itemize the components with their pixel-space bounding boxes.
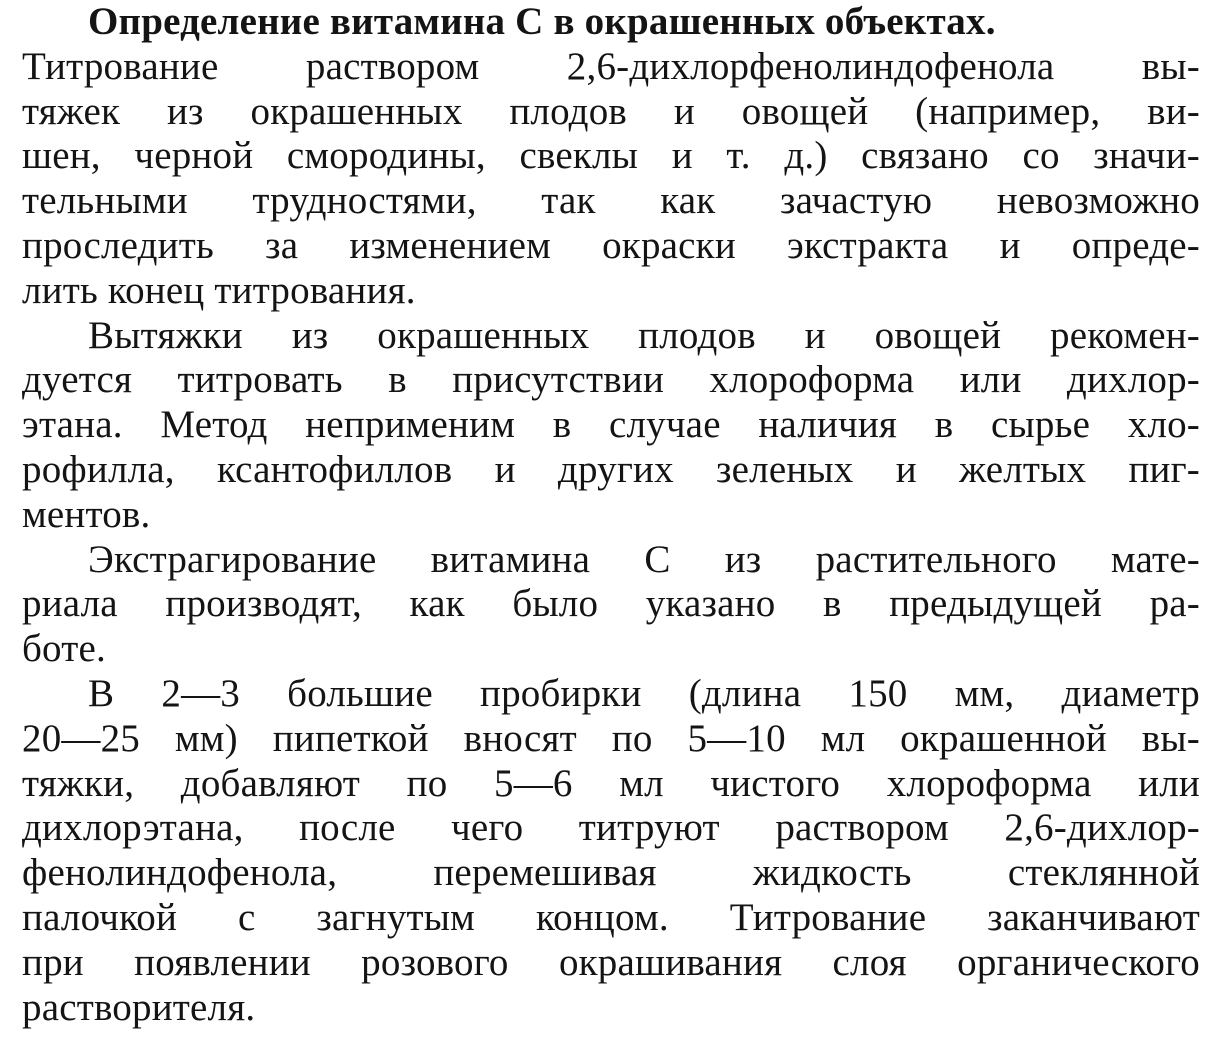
- section-heading-line: [22, 0, 1200, 45]
- paragraph-line: боте.: [22, 627, 106, 671]
- paragraph-line: Вытяжки из окрашенных плодов и овощей рекомен-: [88, 313, 1200, 357]
- paragraph-line: дихлорэтана, после чего титруют раствором 2,6-дихлор-: [22, 806, 1200, 850]
- paragraph-line: тельными трудностями, так как зачастую невозможно: [22, 179, 1200, 223]
- paragraph-line: тяжек из окрашенных плодов и овощей (например, ви-: [22, 89, 1200, 133]
- paragraph-line: Экстрагирование витамина С из растительного мате-: [88, 537, 1200, 581]
- paragraph-line: Титрование раствором 2,6-дихлорфенолиндофенола вы-: [22, 44, 1200, 88]
- paragraph-line: риала производят, как было указано в предыдущей ра-: [22, 582, 1200, 626]
- paragraph-line: этана. Метод неприменим в случае наличия в сырье хло-: [22, 403, 1200, 447]
- paragraph-line: шен, черной смородины, свеклы и т. д.) связано со значи-: [22, 134, 1200, 178]
- paragraph-line: рофилла, ксантофиллов и других зеленых и желтых пиг-: [22, 447, 1200, 491]
- document-page: [22, 0, 1200, 1030]
- paragraph-line: лить конец титрования.: [22, 268, 416, 312]
- paragraph-line: В 2—3 большие пробирки (длина 150 мм, диаметр: [88, 671, 1200, 715]
- paragraph-2: [22, 314, 1200, 538]
- paragraph-line: растворителя.: [22, 985, 256, 1029]
- paragraph-line: палочкой с загнутым концом. Титрование заканчивают: [22, 895, 1200, 939]
- paragraph-line: фенолиндофенола, перемешивая жидкость стеклянной: [22, 851, 1200, 895]
- section-heading: Определение витамина С в окрашенных объектах.: [88, 0, 996, 43]
- paragraph-line: дуется титровать в присутствии хлороформа или дихлор-: [22, 358, 1200, 402]
- paragraph-line: тяжки, добавляют по 5—6 мл чистого хлороформа или: [22, 761, 1200, 805]
- paragraph-line: проследить за изменением окраски экстракта и опреде-: [22, 223, 1200, 267]
- paragraph-1: [22, 45, 1200, 314]
- paragraph-line: ментов.: [22, 492, 151, 536]
- paragraph-line: 20—25 мм) пипеткой вносят по 5—10 мл окрашенной вы-: [22, 716, 1200, 760]
- paragraph-4: [22, 672, 1200, 1030]
- paragraph-line: при появлении розового окрашивания слоя органического: [22, 940, 1200, 984]
- paragraph-3: [22, 538, 1200, 672]
